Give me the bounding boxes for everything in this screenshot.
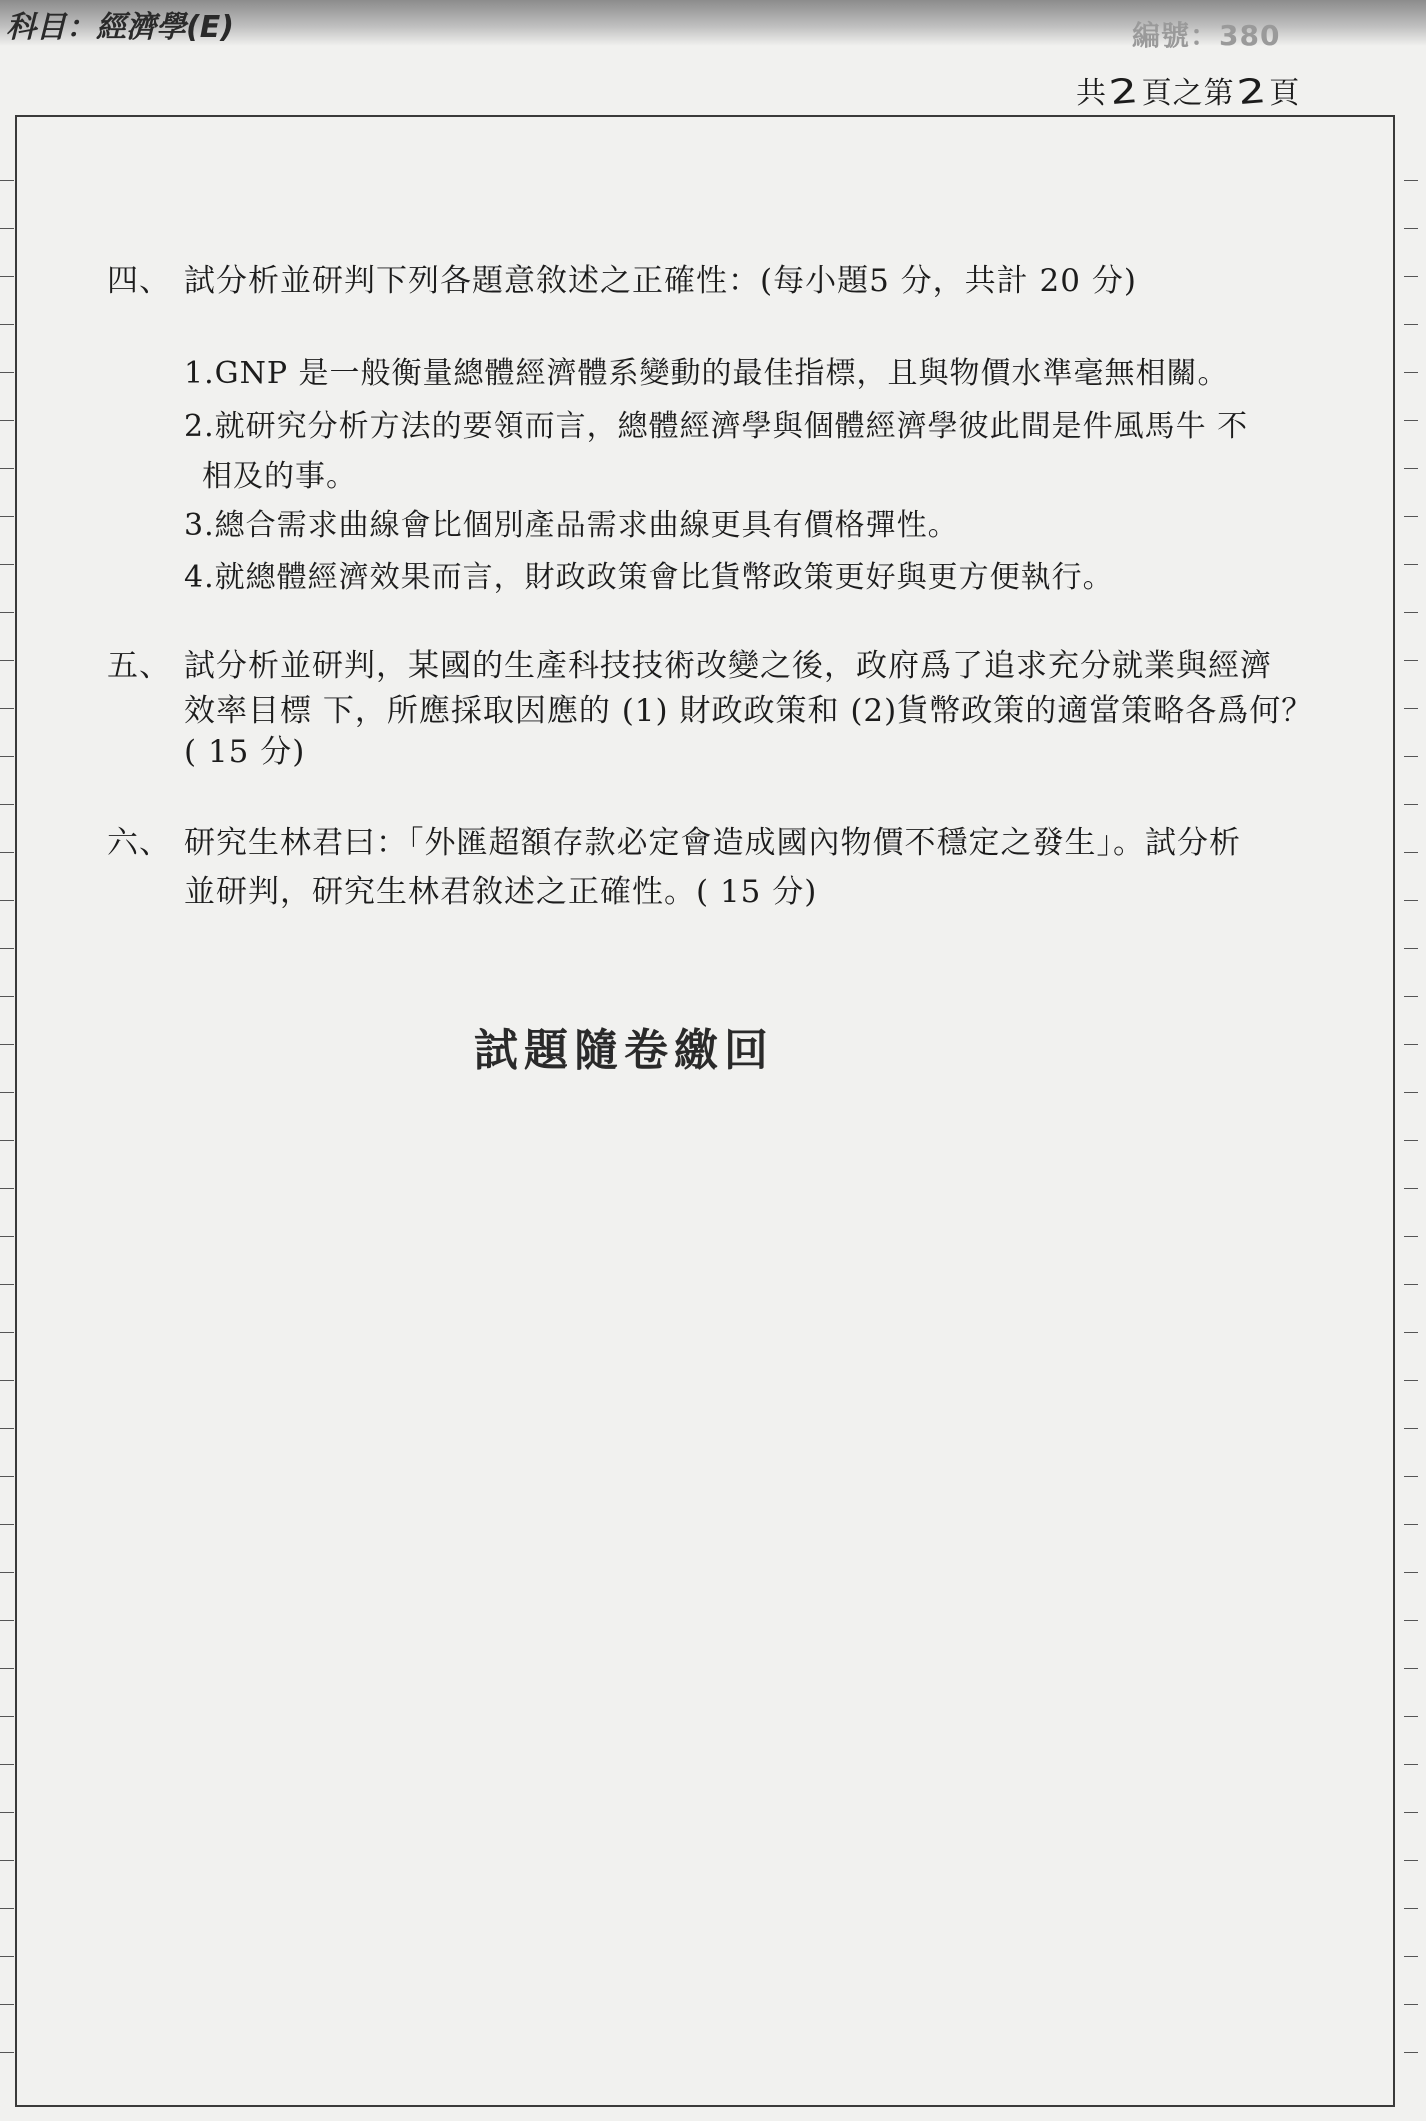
margin-tick — [0, 1188, 14, 1189]
margin-tick — [0, 612, 14, 613]
margin-tick — [0, 324, 14, 325]
question-6 — [107, 824, 1241, 862]
margin-tick — [0, 1044, 14, 1045]
page-count-middle: 頁之第 — [1141, 76, 1235, 111]
margin-tick — [1404, 180, 1418, 181]
margin-tick — [1404, 372, 1418, 373]
margin-tick — [1404, 276, 1418, 277]
margin-tick — [1404, 1236, 1418, 1237]
margin-tick — [0, 708, 14, 709]
margin-tick — [0, 1236, 14, 1237]
margin-tick — [0, 276, 14, 277]
margin-tick — [0, 516, 14, 517]
margin-tick — [1404, 660, 1418, 661]
margin-tick — [1404, 1812, 1418, 1813]
margin-tick — [1404, 1860, 1418, 1861]
margin-tick — [0, 2004, 14, 2005]
margin-tick — [0, 1908, 14, 1909]
margin-tick — [1404, 564, 1418, 565]
margin-tick — [0, 1284, 14, 1285]
margin-tick — [1404, 612, 1418, 613]
margin-tick — [0, 756, 14, 757]
margin-tick — [0, 804, 14, 805]
question-number: 五、 — [107, 648, 171, 684]
subject-title: 科目：經濟學(E) — [6, 10, 234, 45]
margin-tick — [1404, 1956, 1418, 1957]
margin-tick — [0, 1860, 14, 1861]
margin-tick — [1404, 900, 1418, 901]
margin-tick — [0, 1812, 14, 1813]
margin-tick — [0, 1524, 14, 1525]
question-text-line: 並研判，研究生林君敘述之正確性。( 15 分) — [184, 874, 818, 910]
margin-tick — [1404, 420, 1418, 421]
page-total: 2 — [1106, 70, 1142, 114]
question-number: 六、 — [107, 825, 171, 861]
margin-tick — [1404, 1476, 1418, 1477]
page-count-suffix: 頁 — [1269, 76, 1301, 111]
margin-tick — [1404, 1716, 1418, 1717]
margin-tick — [1404, 468, 1418, 469]
margin-tick — [0, 1764, 14, 1765]
margin-tick — [1404, 2004, 1418, 2005]
margin-tick — [0, 564, 14, 565]
question-4 — [107, 262, 1137, 300]
margin-tick — [1404, 1764, 1418, 1765]
margin-tick — [1404, 1284, 1418, 1285]
margin-tick — [0, 1572, 14, 1573]
list-item: 4.就總體經濟效果而言，財政政策會比貨幣政策更好與更方便執行。 — [184, 560, 1114, 595]
margin-tick — [1404, 1668, 1418, 1669]
page-current: 2 — [1234, 70, 1270, 114]
margin-tick — [0, 1428, 14, 1429]
margin-tick — [0, 372, 14, 373]
margin-tick — [1404, 1092, 1418, 1093]
margin-tick — [1404, 708, 1418, 709]
margin-tick — [1404, 2052, 1418, 2053]
margin-tick — [0, 996, 14, 997]
margin-tick — [1404, 516, 1418, 517]
margin-tick — [1404, 1428, 1418, 1429]
margin-tick — [0, 1140, 14, 1141]
margin-tick — [1404, 324, 1418, 325]
margin-tick — [1404, 756, 1418, 757]
margin-tick — [0, 1476, 14, 1477]
exam-code: 編號：380 — [1132, 19, 1281, 52]
page-count-prefix: 共 — [1076, 76, 1107, 111]
question-text: 研究生林君曰：「外匯超額存款必定會造成國內物價不穩定之發生」。試分析 — [184, 825, 1241, 861]
question-number: 四、 — [107, 263, 171, 299]
margin-tick — [1404, 996, 1418, 997]
list-item: 3.總合需求曲線會比個別產品需求曲線更具有價格彈性。 — [184, 508, 959, 543]
margin-tick — [1404, 1524, 1418, 1525]
margin-tick — [1404, 1044, 1418, 1045]
list-item-continuation: 相及的事。 — [202, 459, 357, 494]
question-text-line: 效率目標 下，所應採取因應的 (1) 財政政策和 (2)貨幣政策的適當策略各爲何？ — [184, 693, 1314, 729]
list-item: 1.GNP 是一般衡量總體經濟體系變動的最佳指標，且與物價水準毫無相關。 — [184, 356, 1229, 391]
margin-tick — [1404, 1620, 1418, 1621]
page-count — [1076, 68, 1300, 112]
margin-tick — [0, 660, 14, 661]
question-text-line: ( 15 分) — [184, 734, 306, 770]
margin-tick — [0, 852, 14, 853]
margin-tick — [0, 1092, 14, 1093]
margin-tick — [0, 948, 14, 949]
question-5 — [107, 647, 1272, 685]
margin-tick — [0, 1956, 14, 1957]
margin-tick — [0, 1620, 14, 1621]
margin-tick — [1404, 1332, 1418, 1333]
stamp-return-paper: 試題隨卷繳回 — [474, 1025, 774, 1076]
margin-tick — [0, 1668, 14, 1669]
question-text: 試分析並研判，某國的生產科技技術改變之後，政府爲了追求充分就業與經濟 — [184, 648, 1272, 684]
margin-tick — [1404, 804, 1418, 805]
margin-tick — [1404, 1140, 1418, 1141]
margin-tick — [1404, 1908, 1418, 1909]
margin-tick — [0, 1716, 14, 1717]
margin-tick — [0, 468, 14, 469]
margin-tick — [0, 2052, 14, 2053]
margin-tick — [1404, 852, 1418, 853]
margin-tick — [1404, 1572, 1418, 1573]
margin-tick — [1404, 1380, 1418, 1381]
margin-tick — [0, 1380, 14, 1381]
margin-tick — [0, 900, 14, 901]
margin-tick — [0, 420, 14, 421]
margin-tick — [1404, 1188, 1418, 1189]
question-text: 試分析並研判下列各題意敘述之正確性：(每小題5 分，共計 20 分) — [184, 263, 1137, 299]
list-item: 2.就研究分析方法的要領而言，總體經濟學與個體經濟學彼此間是件風馬牛 不 — [184, 409, 1249, 444]
margin-tick — [1404, 228, 1418, 229]
margin-tick — [0, 1332, 14, 1333]
margin-tick — [0, 180, 14, 181]
margin-tick — [0, 228, 14, 229]
margin-tick — [1404, 948, 1418, 949]
